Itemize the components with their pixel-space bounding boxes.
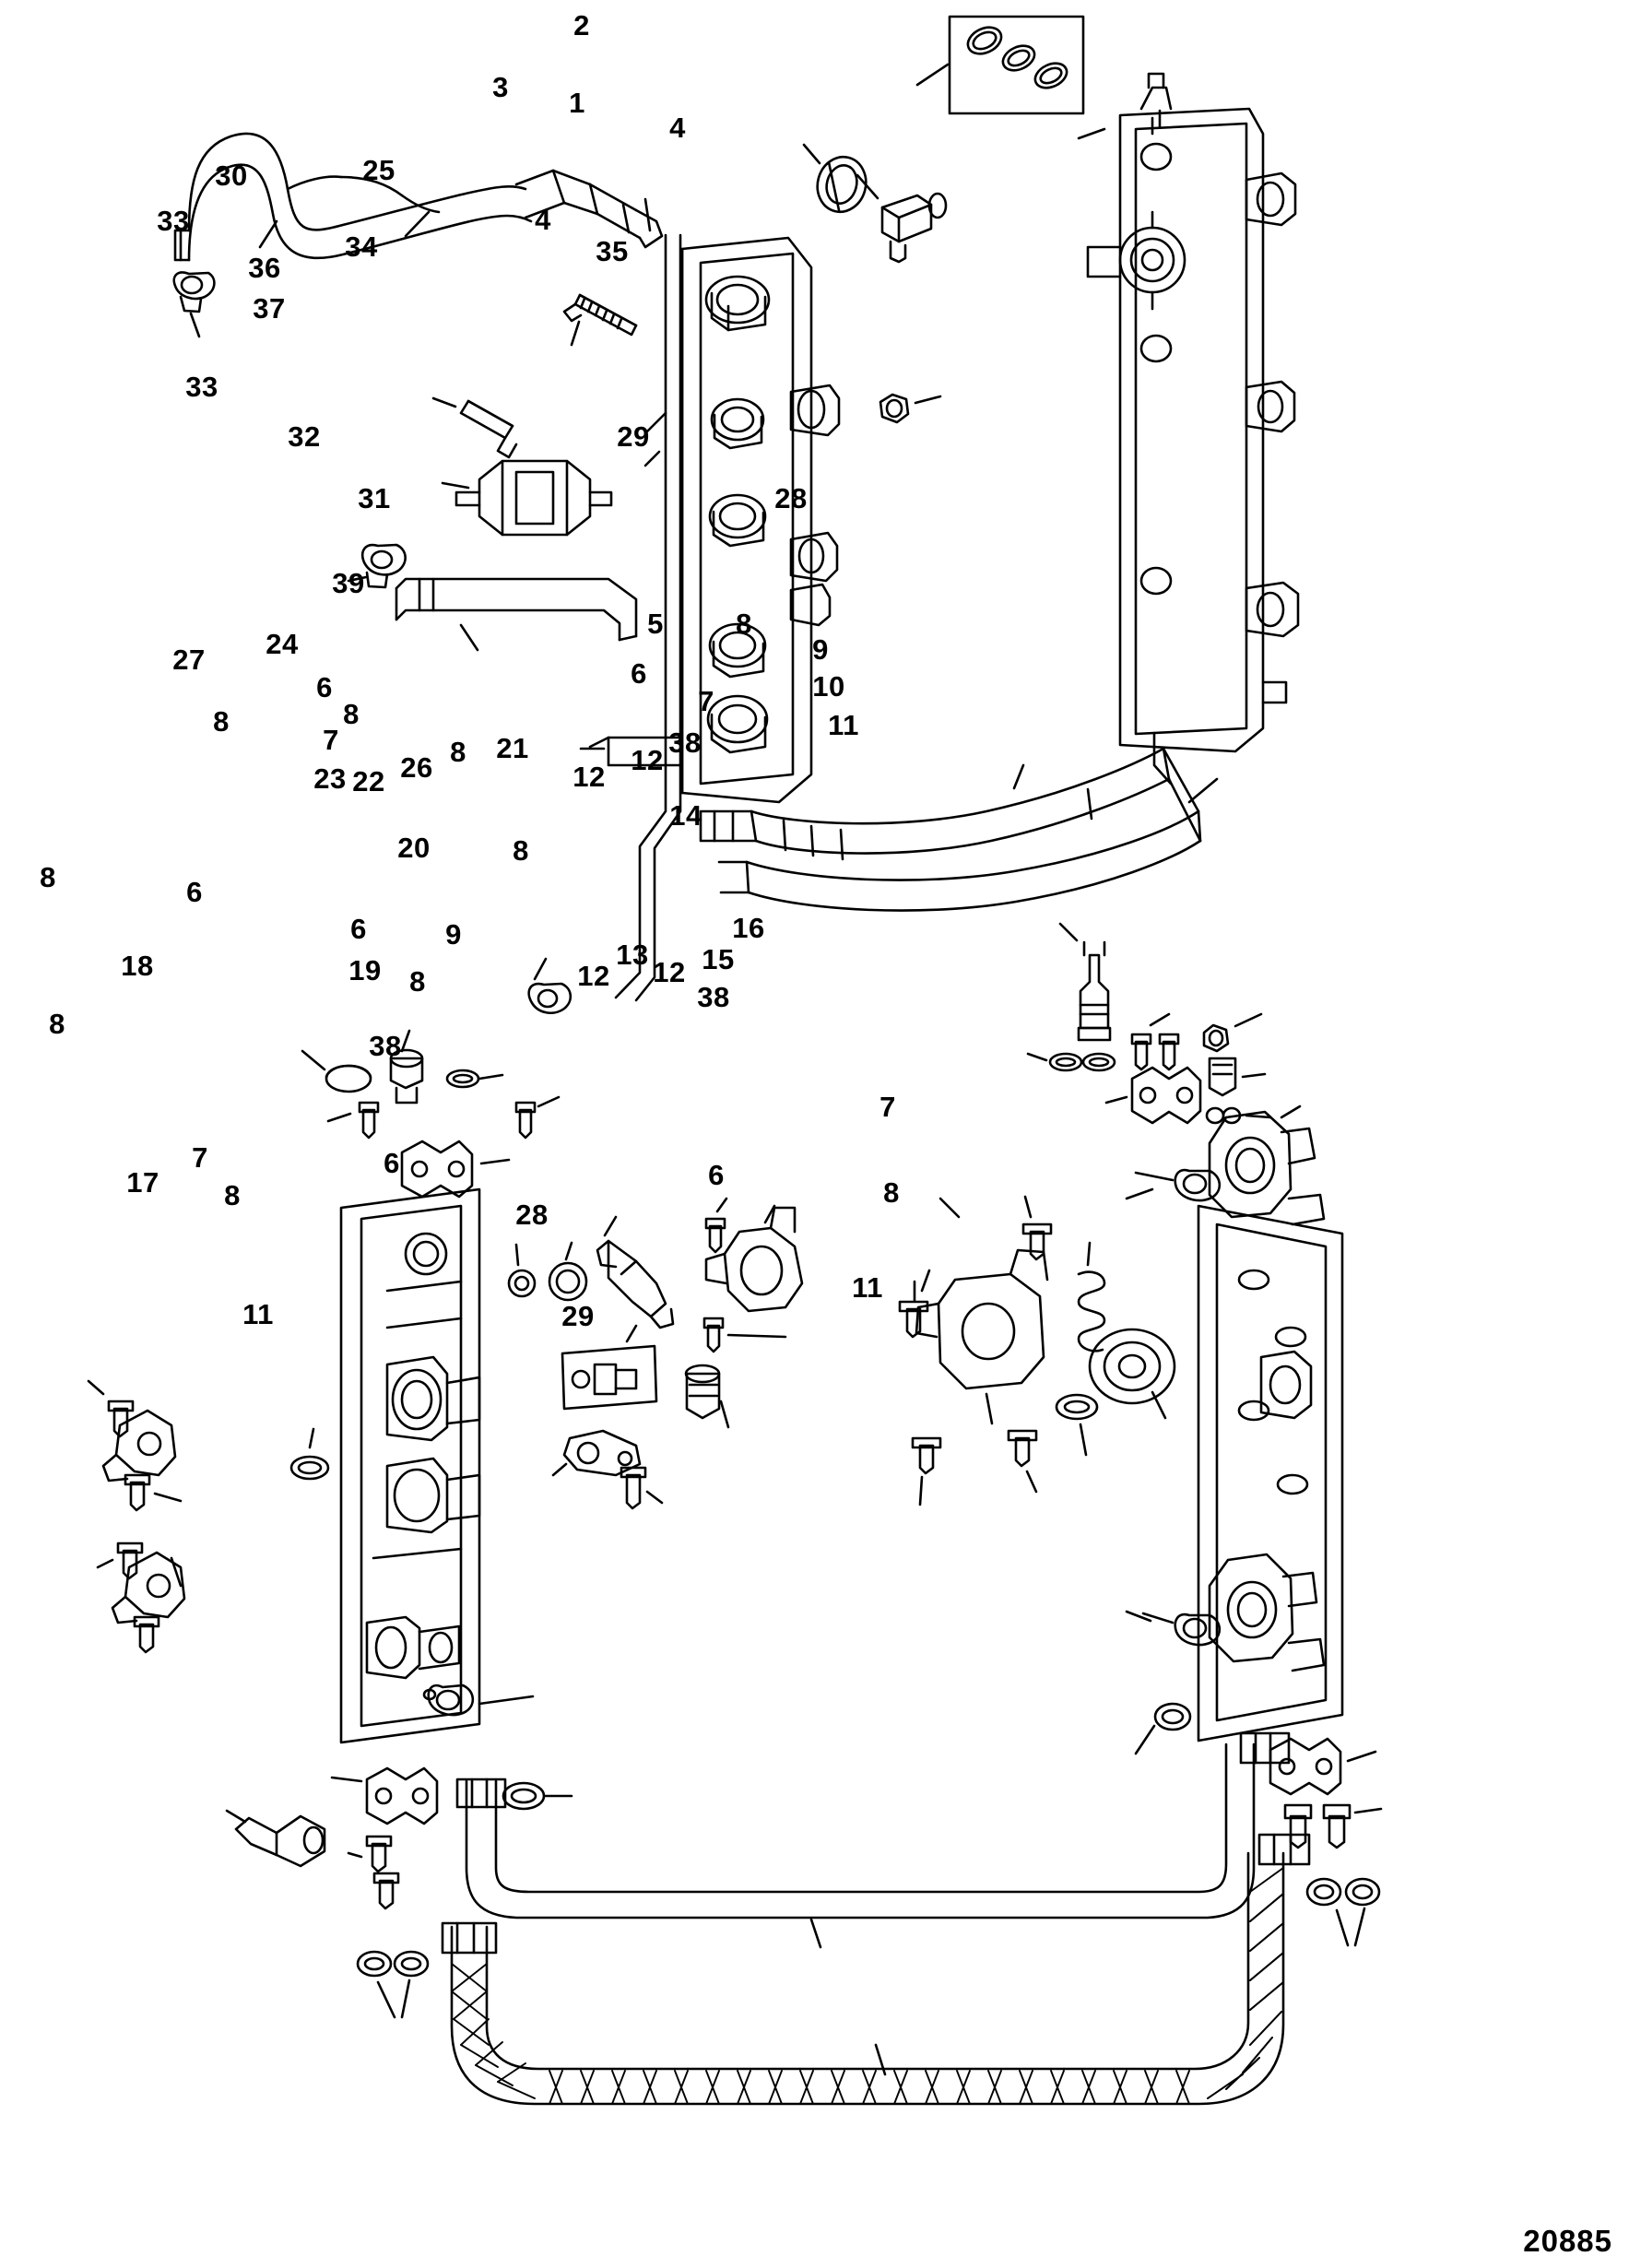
callout-number: 11 [852,1271,883,1304]
callout-number: 29 [561,1300,595,1332]
callout-number: 12 [653,956,686,988]
callout-number: 27 [172,644,206,676]
callout-number: 16 [732,912,765,944]
callout-number: 10 [812,670,845,703]
callout-number: 6 [631,657,647,690]
callout-number: 8 [736,608,752,640]
callout-number: 7 [879,1091,896,1123]
callout-number: 39 [332,567,365,599]
callout-number: 2 [573,9,590,41]
callout-number: 6 [350,913,367,945]
callout-number: 33 [185,371,218,403]
callout-number: 28 [774,482,808,514]
callout-number: 1 [569,87,585,119]
callout-number: 13 [616,939,649,971]
callout-number: 30 [215,159,248,192]
callout-number: 38 [697,981,730,1013]
callout-number: 37 [253,292,286,325]
callout-number: 15 [702,943,735,975]
callout-number: 28 [515,1199,549,1231]
callout-number: 35 [596,235,629,267]
callout-number: 9 [445,918,462,951]
callout-number: 6 [708,1159,725,1191]
callout-number: 12 [631,744,664,776]
callout-number: 38 [369,1030,402,1062]
callout-number: 9 [812,633,829,666]
callout-number: 8 [49,1008,65,1040]
callout-number: 31 [358,482,391,514]
callout-number: 8 [224,1179,241,1211]
diagram-part-number: 20885 [1523,2224,1612,2258]
callout-number: 5 [647,608,664,640]
callout-number: 6 [186,876,203,908]
callout-number: 20 [397,832,431,864]
callout-number: 8 [513,834,529,867]
callout-number: 8 [343,698,360,730]
callout-number: 7 [192,1141,208,1174]
callout-number: 8 [450,736,466,768]
callout-number: 36 [248,252,281,284]
callout-number: 7 [698,685,714,717]
callout-number: 24 [266,628,299,660]
callout-number: 32 [288,420,321,453]
callout-number: 8 [883,1176,900,1209]
callout-number: 34 [345,230,378,263]
callout-number: 4 [535,204,551,236]
callout-number: 38 [668,726,702,759]
callout-number: 12 [577,960,610,992]
callout-number: 12 [573,761,606,793]
callout-number: 21 [496,732,529,764]
callout-number: 8 [409,965,426,998]
callout-number: 29 [617,420,650,453]
callout-number: 23 [313,762,347,795]
callout-number: 26 [400,751,433,784]
callout-number: 8 [213,705,230,738]
callout-number: 7 [323,724,339,756]
callout-number: 18 [121,950,154,982]
callout-number: 11 [242,1298,274,1330]
callout-number: 4 [669,112,686,144]
callout-number: 19 [348,954,382,986]
callout-number: 8 [40,861,56,893]
callout-number: 33 [157,205,190,237]
callout-number: 3 [492,71,509,103]
callout-number: 14 [669,799,702,832]
callout-number: 22 [352,765,385,797]
callout-number: 25 [362,154,395,186]
callout-number: 11 [828,709,859,741]
callout-number: 17 [126,1166,159,1199]
callout-number: 6 [316,671,333,703]
callout-number: 6 [384,1147,400,1179]
